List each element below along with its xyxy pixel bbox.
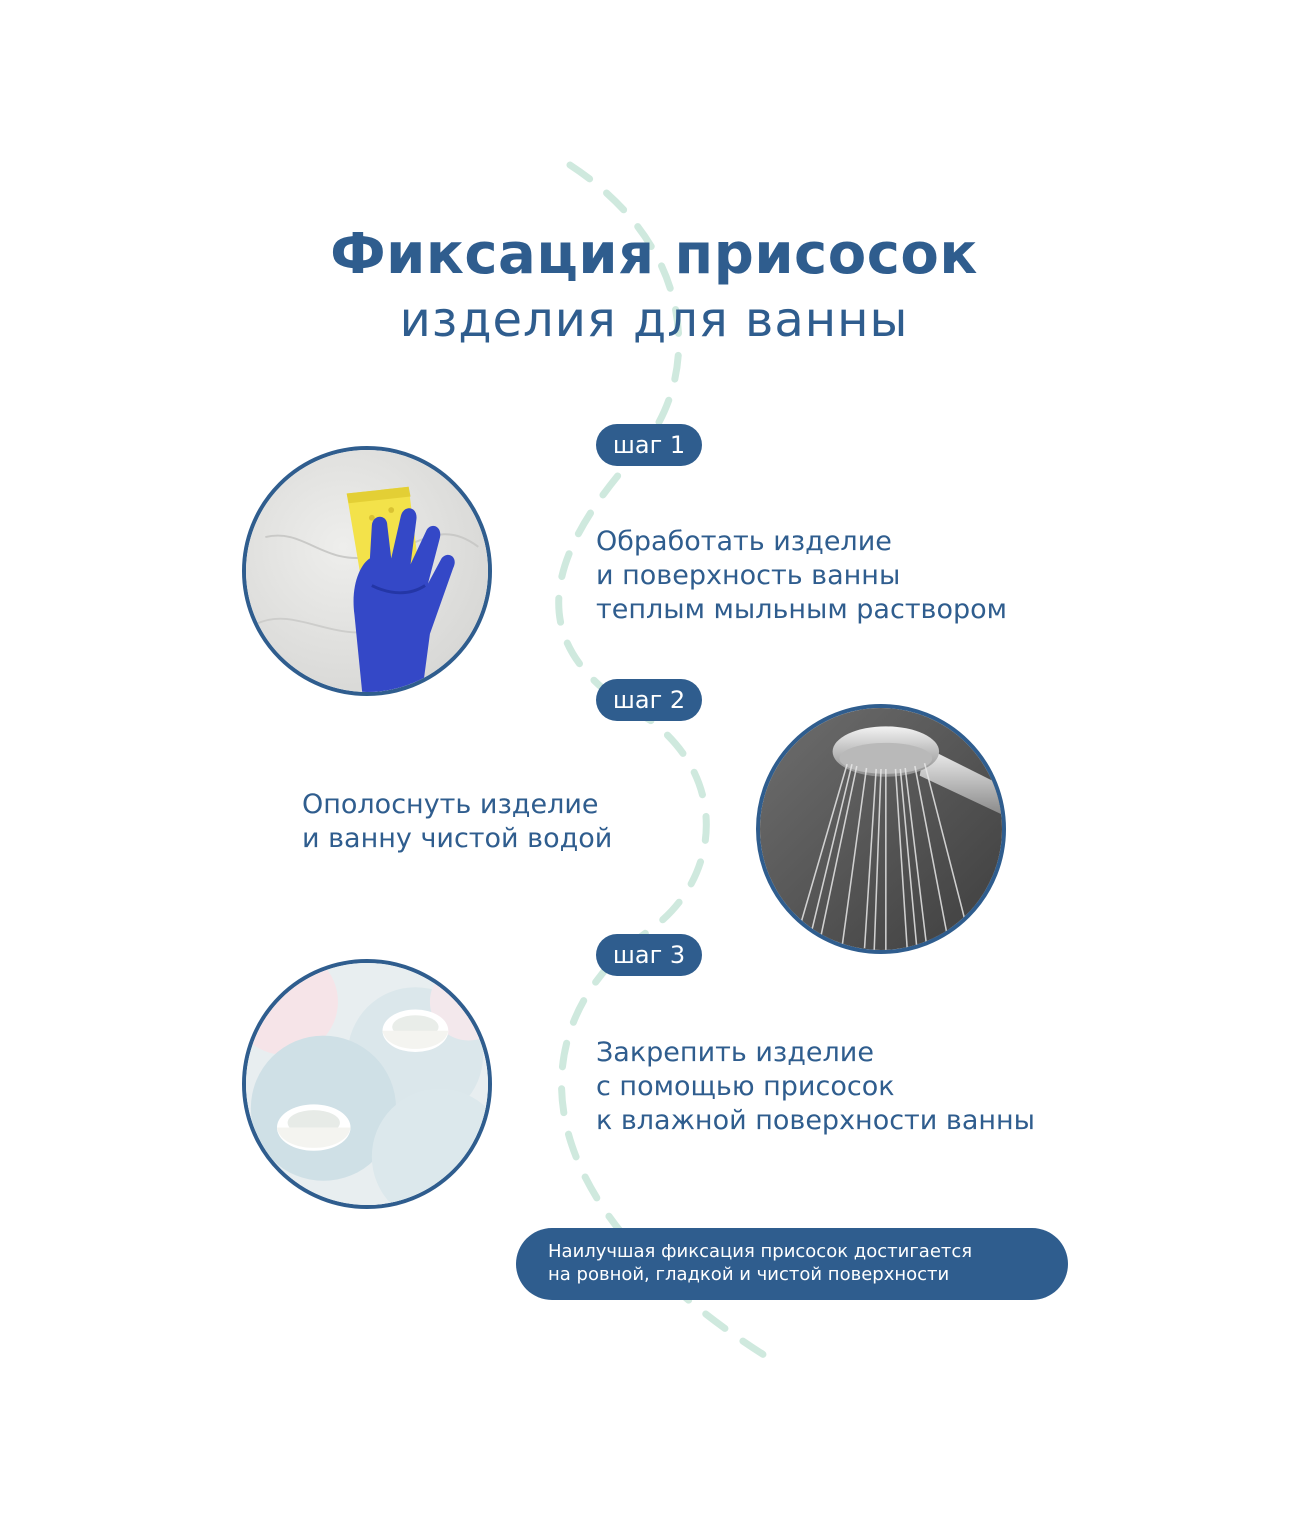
- page-title: Фиксация присосок: [330, 222, 978, 287]
- shower-head-photo: [756, 704, 1006, 954]
- page-subtitle: изделия для ванны: [399, 292, 909, 348]
- step-1-text: Обработать изделие и поверхность ванны теплым мыльным раствором: [596, 526, 1008, 625]
- step-3-text: Закрепить изделие с помощью присосок к влажной поверхности ванны: [596, 1037, 1036, 1136]
- suction-cups-photo: [242, 959, 492, 1209]
- step-1-badge: шаг 1: [596, 424, 702, 466]
- step-3-badge: шаг 3: [596, 934, 702, 976]
- shower-head-illustration: [760, 708, 1002, 950]
- step-2-text: Ополоснуть изделие и ванну чистой водой: [302, 789, 613, 854]
- sponge-glove-photo: [242, 446, 492, 696]
- sponge-glove-illustration: [246, 450, 488, 692]
- step-2-badge: шаг 2: [596, 679, 702, 721]
- info-note: Наилучшая фиксация присосок достигается на ровной, гладкой и чистой поверхности: [516, 1228, 1068, 1300]
- suction-cups-illustration: [246, 963, 488, 1205]
